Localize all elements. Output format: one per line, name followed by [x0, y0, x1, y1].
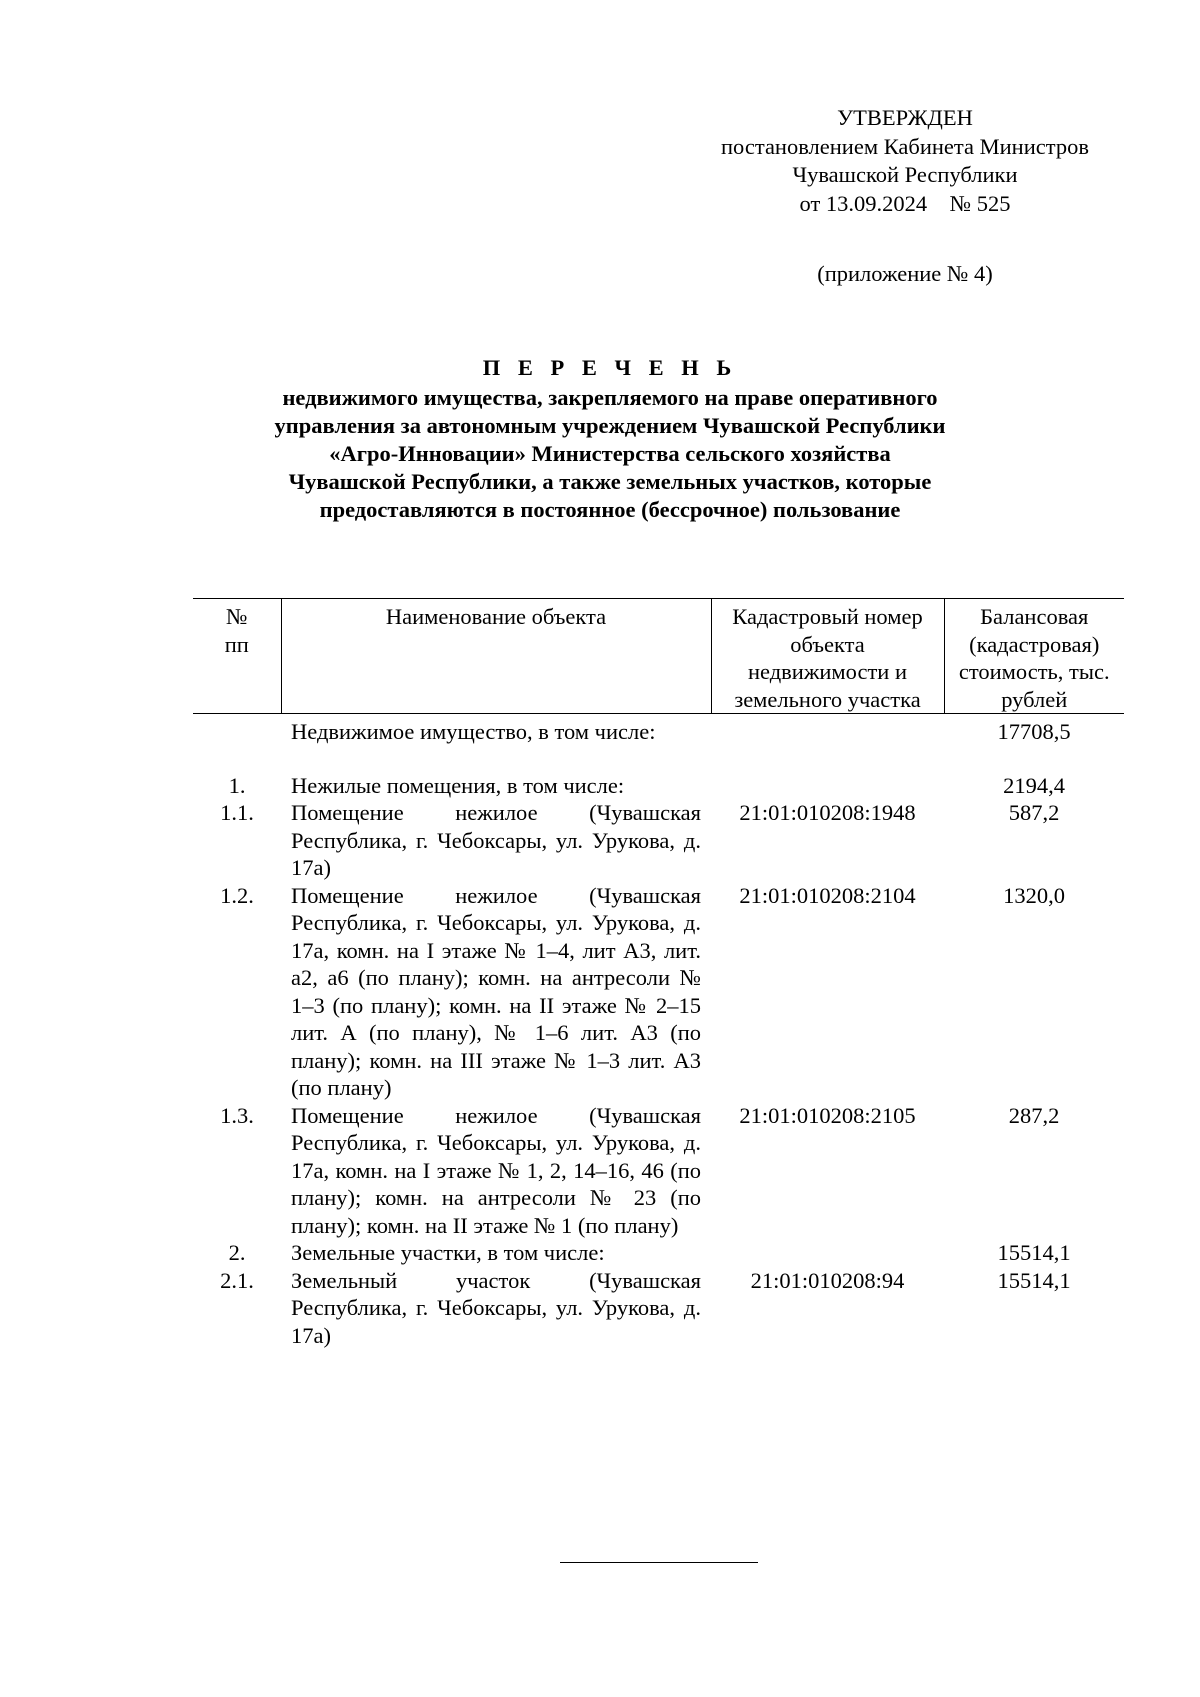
row-name: Недвижимое имущество, в том числе: [291, 719, 656, 744]
row-name: Помещение нежилое (Чувашская Республика, г. Чебоксары, ул. Урукова, д. 17а, комн. на I этаже № 1–4, лит А3, лит. а2, а6 (по плану); комн. на антресоли № 1–3 (по плану); комн. на II этаже № 2–15 лит. А (по плану), № 1–6 лит. А3 (по плану); комн. на III этаже № 1–3 лит. А3 (по плану) [291, 882, 701, 1100]
header-cadastral: Кадастровый номер объекта недвижимости и земельного участка [711, 599, 944, 714]
row-value: 15514,1 [997, 1240, 1071, 1265]
row-cadastral: 21:01:010208:1948 [739, 800, 916, 825]
row-cadastral [711, 714, 944, 746]
end-divider [560, 1562, 758, 1563]
row-name: Помещение нежилое (Чувашская Республика, г. Чебоксары, ул. Урукова, д. 17а, комн. на I этаже № 1, 2, 14–16, 46 (по плану); комн. на антресоли № 23 (по плану); комн. на II этаже № 1 (по плану) [291, 1102, 701, 1238]
row-name: Помещение нежилое (Чувашская Республика, г. Чебоксары, ул. Урукова, д. 17а) [291, 800, 701, 880]
row-value: 17708,5 [997, 719, 1071, 744]
row-cadastral [711, 772, 944, 800]
row-cadastral: 21:01:010208:2104 [739, 882, 916, 908]
table-row [193, 1239, 1124, 1267]
table-row [193, 1267, 1124, 1350]
row-cadastral [711, 1239, 944, 1267]
row-num: 1.1. [220, 800, 254, 825]
subtitle-line: «Агро-Инновации» Министерства сельского хозяйства [329, 441, 891, 466]
approval-authority: постановлением Кабинета Министров [721, 133, 1089, 159]
row-name: Нежилые помещения, в том числе: [291, 772, 625, 798]
table-row [193, 772, 1124, 800]
approval-date-number: от 13.09.2024 № 525 [799, 190, 1011, 216]
row-num: 1. [228, 772, 246, 798]
row-value: 287,2 [1008, 1102, 1060, 1128]
row-num [193, 714, 281, 746]
table-spacer [193, 746, 1124, 772]
row-name: Земельные участки, в том числе: [291, 1240, 605, 1265]
header-value: Балансовая (кадастровая) стоимость, тыс. рублей [944, 599, 1124, 714]
subtitle-line: недвижимого имущества, закрепляемого на праве оперативного [282, 385, 938, 410]
row-value: 587,2 [1008, 800, 1060, 825]
table-header-row [193, 599, 1124, 714]
header-num: № пп [193, 599, 281, 714]
subtitle-line: управления за автономным учреждением Чувашской Республики [274, 413, 946, 438]
row-num: 1.2. [220, 882, 254, 908]
annex-label: (приложение № 4) [817, 261, 993, 286]
approval-block [600, 104, 1200, 218]
row-name: Земельный участок (Чувашская Республика, г. Чебоксары, ул. Урукова, д. 17а) [291, 1267, 701, 1348]
row-num: 2. [228, 1240, 246, 1265]
row-num: 2.1. [220, 1267, 254, 1293]
table-row [193, 714, 1124, 746]
row-value: 1320,0 [1003, 882, 1065, 908]
row-value: 2194,4 [1003, 772, 1065, 798]
row-cadastral: 21:01:010208:94 [750, 1267, 905, 1293]
property-table [193, 598, 1124, 1349]
approval-heading: УТВЕРЖДЕН [837, 105, 973, 130]
table-row [193, 882, 1124, 1102]
table-row [193, 799, 1124, 882]
header-name: Наименование объекта [281, 599, 711, 714]
subtitle-line: Чувашской Республики, а также земельных участков, которые [288, 469, 932, 494]
table-row [193, 1102, 1124, 1240]
approval-region: Чувашской Республики [792, 162, 1018, 187]
row-cadastral: 21:01:010208:2105 [739, 1102, 916, 1128]
document-subtitle [190, 384, 1030, 524]
document-title: П Е Р Е Ч Е Н Ь [482, 355, 738, 380]
row-num: 1.3. [220, 1102, 254, 1128]
subtitle-line: предоставляются в постоянное (бессрочное) пользование [319, 497, 901, 522]
row-value: 15514,1 [997, 1267, 1071, 1293]
